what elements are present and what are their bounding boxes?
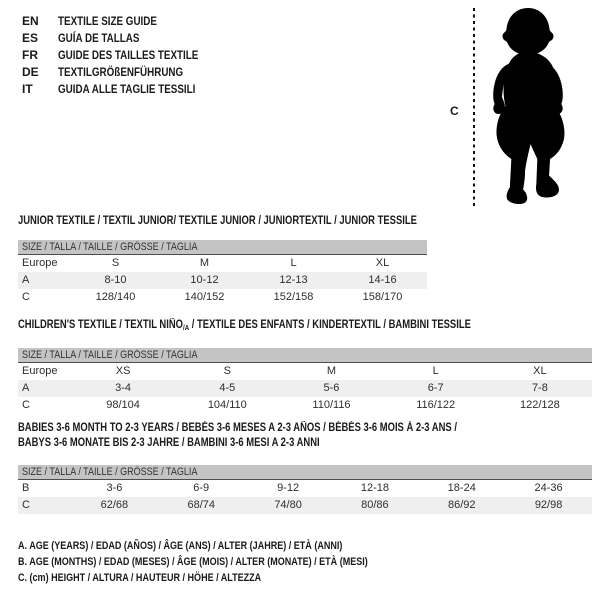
babies-title-line-1: BABIES 3-6 MONTH TO 2-3 YEARS / BEBÉS 3-6 MESES A 2-3 AÑOS / BÉBÉS 3-6 MOIS À 2-3 ANS / (18, 422, 457, 434)
size-header-bar (18, 240, 427, 255)
junior-table-title (18, 215, 427, 228)
language-label: GUIDA ALLE TAGLIE TESSILI (58, 82, 196, 96)
height-measure-dotted-line (473, 8, 475, 207)
table-cell: 80/86 (361, 499, 389, 511)
table-cell: 128/140 (95, 291, 136, 303)
language-code: DE (22, 65, 39, 79)
table-cell: 4-5 (219, 382, 236, 394)
language-label: TEXTILGRÖßENFÜHRUNG (58, 65, 184, 79)
table-cell: 62/68 (100, 499, 129, 511)
row-label: C (22, 291, 30, 303)
table-cell: XL (375, 257, 390, 269)
table-cell: 24-36 (534, 482, 563, 494)
table-cell: 68/74 (187, 499, 215, 511)
language-row (22, 30, 229, 47)
children-table-title (18, 319, 592, 334)
table-cell: XS (115, 365, 131, 377)
table-row (18, 380, 592, 397)
language-code: ES (22, 31, 39, 45)
table-row (18, 397, 592, 414)
table-cell: S (223, 365, 231, 377)
table-cell: 18-24 (447, 482, 476, 494)
language-label: GUÍA DE TALLAS (58, 31, 140, 45)
note-age-months: B. AGE (MONTHS) / EDAD (MESES) / ÂGE (MOIS) / ALTER (MONATE) / ETÀ (MESI) (18, 556, 368, 568)
table-row (18, 497, 592, 514)
table-cell: 158/170 (362, 291, 403, 303)
language-code: IT (22, 82, 33, 96)
row-label: C (22, 399, 30, 411)
table-cell: 6-7 (427, 382, 444, 394)
table-cell: 5-6 (323, 382, 340, 394)
row-label: Europe (22, 365, 58, 377)
table-cell: M (326, 365, 337, 377)
table-cell: 7-8 (531, 382, 548, 394)
junior-section (18, 215, 427, 306)
table-row (18, 289, 427, 306)
note-height-cm: C. (cm) HEIGHT / ALTURA / HAUTEUR / HÖHE / ALTEZZA (18, 572, 262, 584)
table-cell: 92/98 (534, 499, 563, 511)
table-cell: 116/122 (416, 399, 456, 411)
table-cell: 122/128 (520, 399, 560, 411)
children-section (18, 319, 592, 414)
language-row (22, 47, 229, 64)
title-subscript: /A (183, 323, 190, 332)
table-row (18, 272, 427, 289)
table-cell: 152/158 (273, 291, 314, 303)
size-header-text: SIZE / TALLA / TAILLE / GRÖSSE / TAGLIA (22, 466, 198, 478)
table-cell: 110/116 (312, 399, 351, 411)
language-code: FR (22, 48, 38, 62)
table-cell: S (111, 257, 120, 269)
language-row (22, 64, 229, 81)
language-header (22, 13, 229, 98)
table-cell: 12-13 (279, 274, 308, 286)
table-cell: 140/152 (184, 291, 225, 303)
babies-title-line-2: BABYS 3-6 MONATE BIS 2-3 JAHRE / BAMBINI 3-6 MESI A 2-3 ANNI (18, 437, 320, 449)
table-cell: 9-12 (277, 482, 300, 494)
table-row (18, 480, 592, 497)
table-cell: L (432, 365, 439, 377)
note-age-years: A. AGE (YEARS) / EDAD (AÑOS) / ÂGE (ANS) / ALTER (JAHRE) / ETÀ (ANNI) (18, 540, 343, 552)
size-header-bar (18, 465, 592, 480)
title-suffix: / TEXTILE DES ENFANTS / KINDERTEXTIL / BAMBINI TESSILE (189, 319, 471, 331)
babies-section (18, 421, 592, 514)
table-cell: 8-10 (104, 274, 127, 286)
row-label: C (22, 499, 30, 511)
table-cell: 3-4 (115, 382, 132, 394)
table-cell: 12-18 (360, 482, 389, 494)
language-label: TEXTILE SIZE GUIDE (58, 14, 157, 28)
table-cell: L (290, 257, 297, 269)
language-row (22, 81, 229, 98)
language-code: EN (22, 14, 39, 28)
row-label: Europe (22, 257, 58, 269)
table-cell: 10-12 (190, 274, 219, 286)
table-cell: XL (533, 365, 547, 377)
size-header-text: SIZE / TALLA / TAILLE / GRÖSSE / TAGLIA (22, 349, 198, 361)
babies-table-title (18, 421, 592, 451)
size-header-bar (18, 348, 592, 363)
legend-notes (18, 538, 445, 586)
table-row (18, 255, 427, 272)
row-label: A (22, 274, 30, 286)
table-cell: 98/104 (106, 399, 140, 411)
baby-silhouette-icon (482, 6, 574, 207)
title-prefix: CHILDREN'S TEXTILE / TEXTIL NIÑO (18, 319, 184, 331)
children-table-title-text (18, 319, 471, 334)
language-label: GUIDE DES TAILLES TEXTILE (58, 48, 199, 62)
height-measure-label: C (450, 104, 459, 118)
table-cell: 74/80 (274, 499, 302, 511)
table-cell: 3-6 (106, 482, 123, 494)
table-cell: 104/110 (207, 399, 247, 411)
language-row (22, 13, 229, 30)
row-label: B (22, 482, 30, 494)
junior-table-title-text: JUNIOR TEXTILE / TEXTIL JUNIOR/ TEXTILE JUNIOR / JUNIORTEXTIL / JUNIOR TESSILE (18, 215, 417, 227)
size-header-text: SIZE / TALLA / TAILLE / GRÖSSE / TAGLIA (22, 241, 198, 253)
table-cell: M (199, 257, 210, 269)
table-cell: 6-9 (193, 482, 210, 494)
table-row (18, 363, 592, 380)
row-label: A (22, 382, 30, 394)
table-cell: 86/92 (447, 499, 476, 511)
table-cell: 14-16 (368, 274, 397, 286)
